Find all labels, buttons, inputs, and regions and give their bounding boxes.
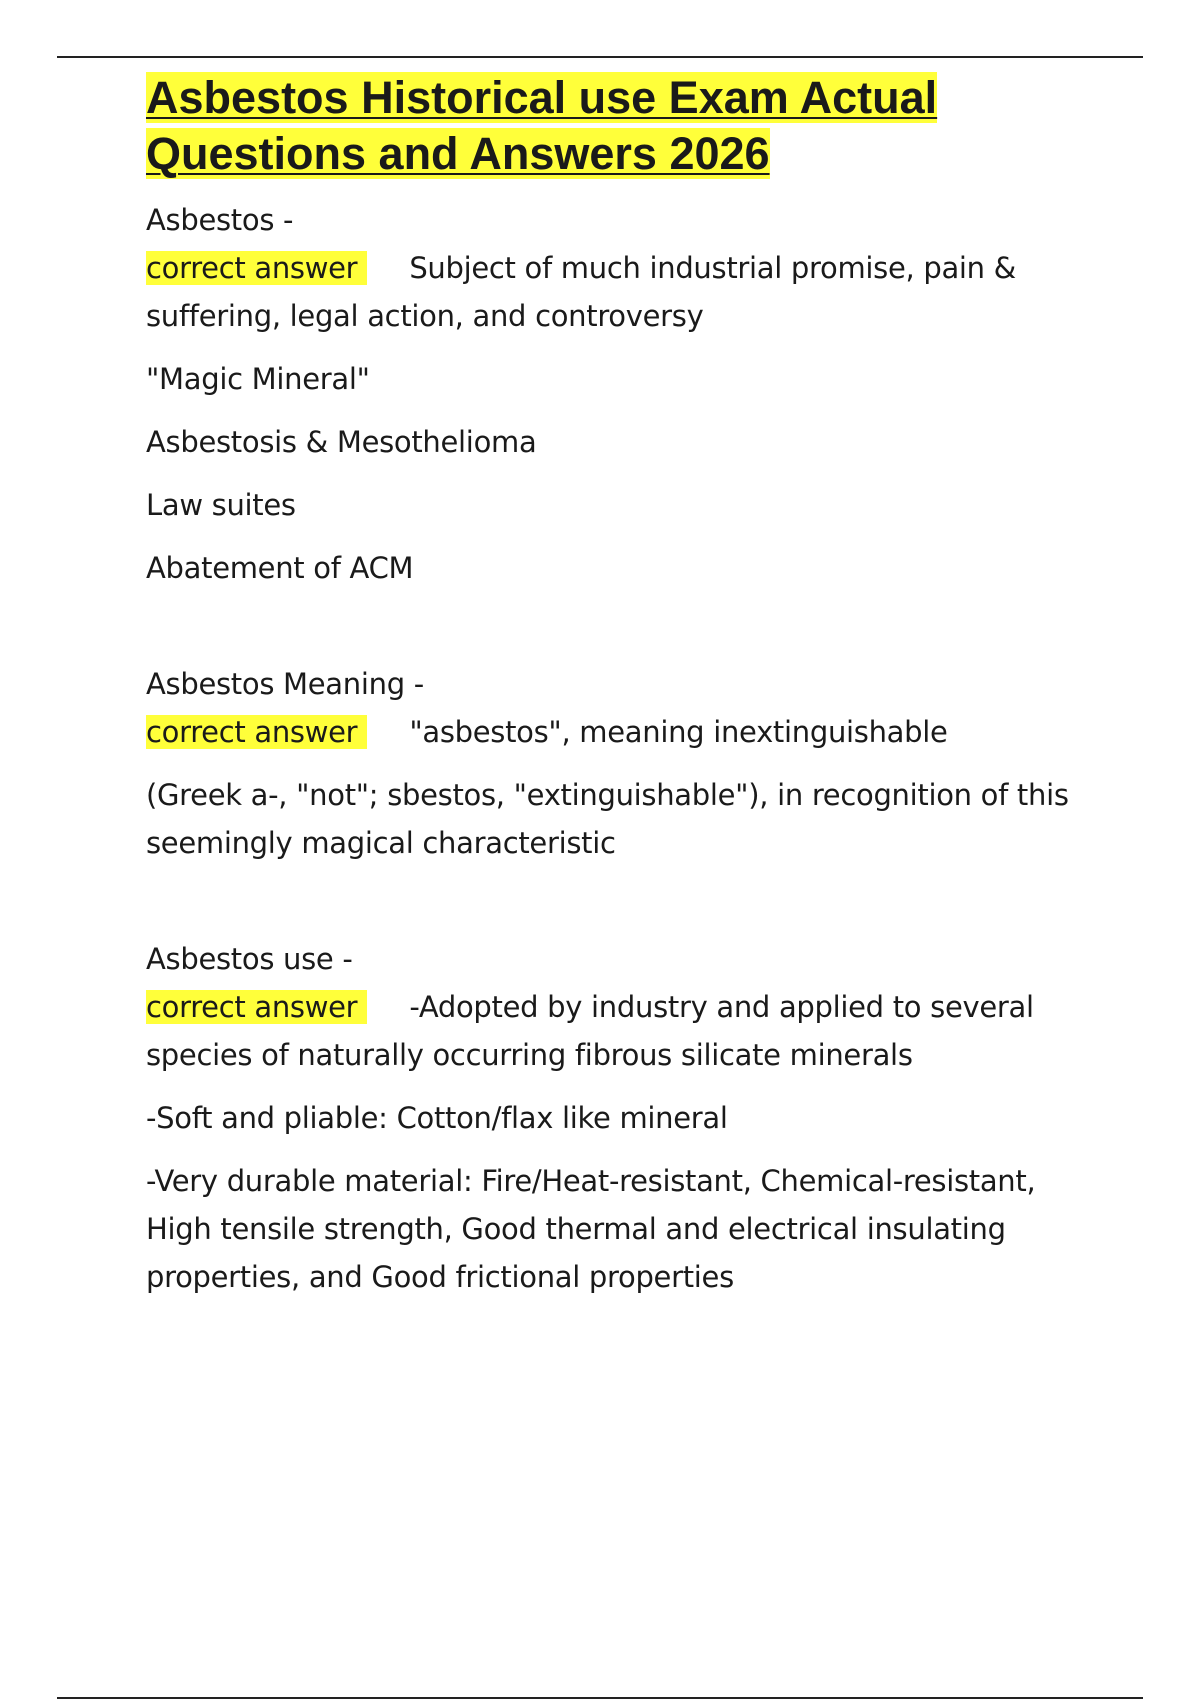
document-title: [146, 70, 1106, 182]
answer-text: -Adopted by industry and applied to several species of naturally occurring fibrous silicate minerals: [146, 990, 1034, 1072]
question-text: Asbestos Meaning -: [146, 667, 424, 701]
detail-paragraph: -Soft and pliable: Cotton/flax like mineral: [146, 1101, 728, 1135]
correct-answer-marker: correct answer: [146, 715, 367, 749]
question-text: Asbestos use -: [146, 942, 353, 976]
answer-text: Subject of much industrial promise, pain & suffering, legal action, and controversy: [146, 251, 1016, 333]
top-divider: [57, 56, 1143, 58]
correct-answer-marker: correct answer: [146, 990, 367, 1024]
bottom-divider: [57, 1697, 1143, 1699]
answer-row: [146, 983, 1106, 1079]
qa-entry-asbestos-use: [146, 935, 1106, 1301]
detail-paragraph: (Greek a-, "not"; sbestos, "extinguishable"), in recognition of this seemingly magical characteristic: [146, 778, 1069, 860]
question-text: Asbestos -: [146, 203, 294, 237]
answer-text: "asbestos", meaning inextinguishable: [409, 715, 948, 749]
detail-paragraph: "Magic Mineral": [146, 362, 370, 396]
answer-row: [146, 708, 1106, 756]
correct-answer-marker: correct answer: [146, 251, 367, 285]
answer-row: [146, 244, 1106, 340]
detail-paragraph: -Very durable material: Fire/Heat-resistant, Chemical-resistant, High tensile strength, Good thermal and electrical insulating properties, and Good frictional properties: [146, 1164, 1036, 1294]
document-title-text: Asbestos Historical use Exam Actual Questions and Answers 2026: [146, 72, 938, 179]
detail-paragraph: Asbestosis & Mesothelioma: [146, 425, 537, 459]
document-body: [146, 70, 1106, 1301]
qa-entry-asbestos-meaning: [146, 660, 1106, 867]
detail-paragraph: Law suites: [146, 488, 296, 522]
qa-entry-asbestos: [146, 196, 1106, 592]
detail-paragraph: Abatement of ACM: [146, 551, 414, 585]
